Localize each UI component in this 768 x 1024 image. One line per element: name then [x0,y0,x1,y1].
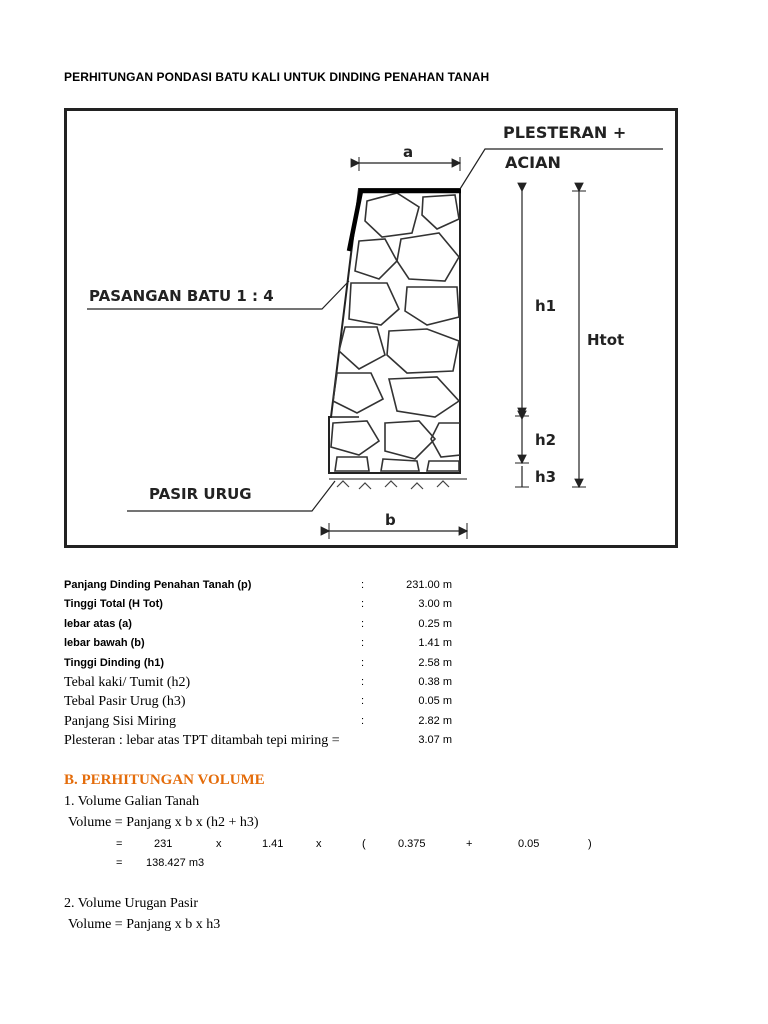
calc-open-paren: ( [362,838,366,850]
param-label: Tinggi Dinding (h1) [64,656,164,669]
param-label: lebar bawah (b) [64,637,145,650]
calc-h3: 0.05 [518,838,540,850]
param-row-p [64,576,484,595]
label-h2: h2 [535,431,557,449]
param-label: Tebal kaki/ Tumit (h2) [64,674,191,690]
param-row-sisi-miring [64,712,484,731]
param-colon: : [361,598,365,611]
label-a: a [403,143,414,161]
param-colon: : [361,714,365,727]
page-title: PERHITUNGAN PONDASI BATU KALI UNTUK DINDING PENAHAN TANAH [64,70,490,84]
param-label: Panjang Dinding Penahan Tanah (p) [64,579,252,591]
param-row-h3 [64,692,484,711]
param-colon: : [361,617,365,630]
label-pasir-urug: PASIR URUG [149,485,252,503]
param-value: 0.38 m [418,675,452,688]
item2-title: 2. Volume Urugan Pasir [64,896,199,911]
param-value: 2.82 m [418,714,452,727]
param-colon: : [361,579,365,591]
calc-h2: 0.375 [398,838,426,850]
label-h1: h1 [535,297,557,315]
param-label: Panjang Sisi Miring [64,713,177,729]
param-row-h2 [64,673,484,692]
param-value: 2.58 m [418,656,452,669]
param-row-htot [64,595,484,614]
label-acian: ACIAN [505,153,561,172]
calc-b: 1.41 [262,838,284,850]
param-colon: : [361,656,365,669]
calc-p: 231 [154,838,173,850]
calc-times: x [216,838,222,850]
param-value: 1.41 m [418,637,452,650]
result-equals: = [116,857,123,869]
param-value: 3.07 m [418,734,452,747]
calc-close-paren: ) [588,838,592,850]
param-value: 0.05 m [418,695,452,708]
param-label: Tinggi Total (H Tot) [64,598,163,611]
item2-formula: Volume = Panjang x b x h3 [68,917,221,932]
param-label: Plesteran : lebar atas TPT ditambah tepi miring = [64,733,340,749]
calc-plus: + [466,838,473,850]
retaining-wall-diagram [64,108,678,548]
item1-title: 1. Volume Galian Tanah [64,794,200,809]
param-label: Tebal Pasir Urug (h3) [64,694,186,710]
param-value: 0.25 m [418,617,452,630]
calc-equals: = [116,838,123,850]
sand-hatch [329,479,467,489]
param-row-b [64,634,484,653]
wall-cross-section [67,111,675,545]
item1-formula: Volume = Panjang x b x (h2 + h3) [68,815,259,830]
param-row-a [64,615,484,634]
param-colon: : [361,675,365,688]
param-row-plesteran [64,731,484,750]
section-heading: B. PERHITUNGAN VOLUME [64,772,265,788]
label-h3: h3 [535,468,557,486]
label-b: b [385,511,396,529]
param-label: lebar atas (a) [64,617,132,630]
label-pasangan-batu: PASANGAN BATU 1 : 4 [89,287,274,305]
label-plesteran: PLESTERAN + [503,123,627,142]
param-row-h1 [64,654,484,673]
param-value: 231.00 m [406,579,452,591]
param-value: 3.00 m [418,598,452,611]
label-htot: Htot [587,331,625,349]
param-colon: : [361,695,365,708]
calc-times: x [316,838,322,850]
param-colon: : [361,637,365,650]
parameter-list [64,576,484,751]
result-value: 138.427 m3 [146,857,205,869]
